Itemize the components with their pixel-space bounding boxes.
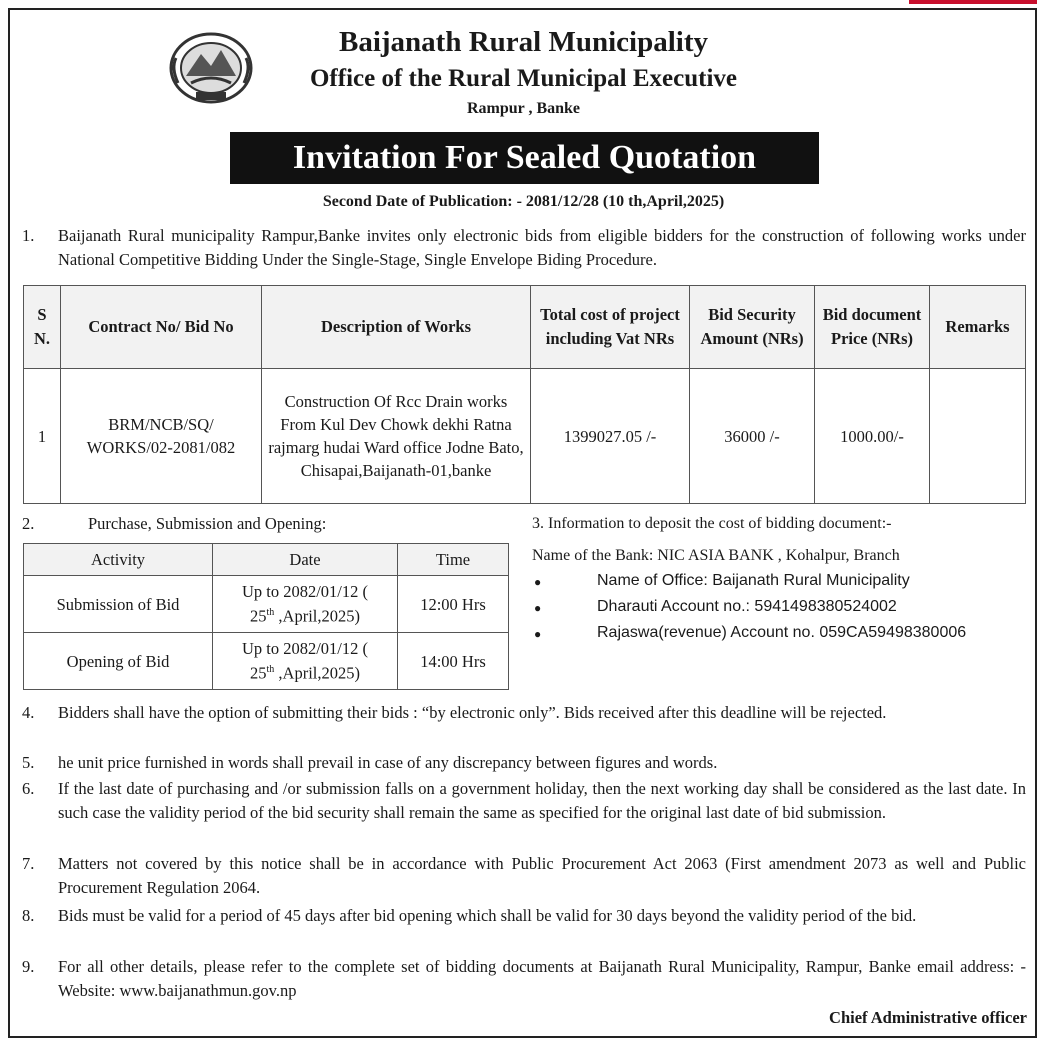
works-table xyxy=(23,285,1026,504)
cell-date xyxy=(213,576,398,633)
cell-activity: Submission of Bid xyxy=(24,576,213,633)
header-security: Bid Security Amount (NRs) xyxy=(690,286,815,369)
date-rest: ,April,2025) xyxy=(274,606,360,626)
clause-text: If the last date of purchasing and /or submission falls on a government holiday, then the next working day shall be considered as the last date. In such case the validity period of the bid security shall remain the same as specified for the original last date of bid submission. xyxy=(58,779,1026,822)
clause-number: 2. xyxy=(22,514,35,533)
clause-number: 8. xyxy=(22,906,35,925)
table-row xyxy=(24,576,509,633)
date-rest: ,April,2025) xyxy=(274,663,360,683)
clause-text: Matters not covered by this notice shall be in accordance with Public Procurement Act 2063 (First amendment 2073 as well and Public Procurement Regulation 2064. xyxy=(58,854,1026,897)
office-location: Rampur , Banke xyxy=(466,100,581,117)
table-header-row xyxy=(24,286,1026,369)
header-time: Time xyxy=(398,544,509,576)
clause-number: 4. xyxy=(22,703,35,722)
cell-doc-price: 1000.00/- xyxy=(815,369,930,504)
clause-text: For all other details, please refer to the complete set of bidding documents at Baijanath Rural Municipality, Rampur, Banke email address: -Website: www.baijanathmun.gov.np xyxy=(58,957,1026,1000)
cell-date xyxy=(213,633,398,690)
cell-cost: 1399027.05 /- xyxy=(531,369,690,504)
clause-number: 9. xyxy=(22,957,35,976)
bank-item: Rajaswa(revenue) Account no. 059CA59498380006 xyxy=(597,624,967,641)
section3-title: 3. Information to deposit the cost of bidding document:- xyxy=(532,515,892,532)
date-day: 25 xyxy=(250,663,267,683)
notice-title: Invitation For Sealed Quotation xyxy=(230,132,819,184)
intro-paragraph: Baijanath Rural municipality Rampur,Banke invites only electronic bids from eligible bidders for the construction of following works under National Competitive Bidding Under the Single-Stage, Single Envelope Biding Procedure. xyxy=(58,226,1026,269)
clause-number: 5. xyxy=(22,753,35,772)
cell-remarks xyxy=(930,369,1026,504)
cell-description: Construction Of Rcc Drain works From Kul Dev Chowk dekhi Ratna rajmarg hudai Ward office Jodne Bato, Chisapai,Baijanath-01,banke xyxy=(262,369,531,504)
date-suffix: th xyxy=(266,607,275,619)
clause-number: 1. xyxy=(22,226,35,245)
bank-item: Name of Office: Baijanath Rural Municipality xyxy=(597,572,910,589)
header-description: Description of Works xyxy=(262,286,531,369)
top-accent-bar xyxy=(909,0,1037,4)
bullet-icon: ● xyxy=(534,601,542,615)
table-row xyxy=(24,369,1026,504)
header-sn: S N. xyxy=(24,286,61,369)
clause-number: 6. xyxy=(22,779,35,798)
date-suffix: th xyxy=(266,664,275,676)
header-activity: Activity xyxy=(24,544,213,576)
cell-sn: 1 xyxy=(24,369,61,504)
cell-time: 14:00 Hrs xyxy=(398,633,509,690)
date-day: 25 xyxy=(250,606,267,626)
publication-date: Second Date of Publication: - 2081/12/28 (10 th,April,2025) xyxy=(322,193,725,210)
bullet-icon: ● xyxy=(534,575,542,589)
cell-time: 12:00 Hrs xyxy=(398,576,509,633)
cell-contract: BRM/NCB/SQ/ WORKS/02-2081/082 xyxy=(61,369,262,504)
header-contract: Contract No/ Bid No xyxy=(61,286,262,369)
schedule-table xyxy=(23,543,509,690)
header-cost: Total cost of project including Vat NRs xyxy=(531,286,690,369)
clause-number: 7. xyxy=(22,854,35,873)
bullet-icon: ● xyxy=(534,627,542,641)
table-header-row xyxy=(24,544,509,576)
date-line: Up to 2082/01/12 ( xyxy=(241,582,369,602)
municipality-name: Baijanath Rural Municipality xyxy=(339,26,708,58)
signature-title: Chief Administrative officer xyxy=(829,1008,1027,1027)
bank-name: Name of the Bank: NIC ASIA BANK , Kohalpur, Branch xyxy=(532,547,900,564)
clause-text: Bidders shall have the option of submitting their bids : “by electronic only”. Bids received after this deadline will be rejected. xyxy=(58,703,887,722)
table-row xyxy=(24,633,509,690)
section2-title: Purchase, Submission and Opening: xyxy=(88,514,327,533)
header-doc-price: Bid document Price (NRs) xyxy=(815,286,930,369)
office-name: Office of the Rural Municipal Executive xyxy=(309,65,737,92)
cell-security: 36000 /- xyxy=(690,369,815,504)
date-line: Up to 2082/01/12 ( xyxy=(241,639,369,659)
bank-item: Dharauti Account no.: 5941498380524002 xyxy=(597,598,897,615)
header-date: Date xyxy=(213,544,398,576)
header-remarks: Remarks xyxy=(930,286,1026,369)
cell-activity: Opening of Bid xyxy=(24,633,213,690)
clause-text: Bids must be valid for a period of 45 days after bid opening which shall be valid for 30 days beyond the validity period of the bid. xyxy=(58,906,917,925)
clause-text: he unit price furnished in words shall prevail in case of any discrepancy between figures and words. xyxy=(58,753,718,772)
